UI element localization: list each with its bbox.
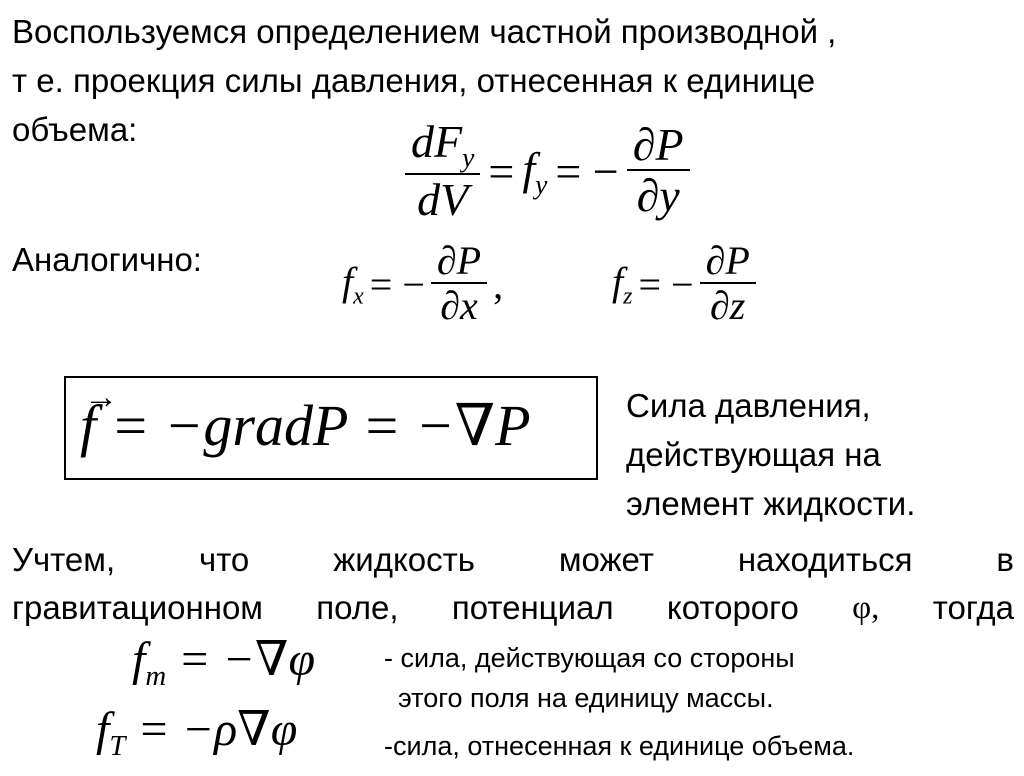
fz-subscript: z — [623, 283, 633, 310]
fT-expression: = −ρ∇φ — [137, 703, 298, 756]
dy-text: ∂y — [636, 170, 680, 222]
paragraph-line-1 — [12, 538, 1014, 582]
word: гравитационном — [12, 589, 263, 626]
word-phi: φ, — [852, 590, 880, 626]
word: в — [996, 541, 1014, 578]
equals-sign: = — [488, 146, 515, 198]
fm-description-2: этого поля на единицу массы. — [398, 683, 774, 713]
fT-subscript: T — [109, 730, 126, 763]
fx-subscript: x — [353, 283, 364, 310]
intro-line-1: Воспользуемся определением частной производной , — [12, 13, 837, 50]
analog-label: Аналогично: — [12, 241, 202, 278]
fx-f: f — [342, 258, 354, 304]
f-symbol: f — [522, 143, 536, 195]
fraction-dFy-dV — [405, 118, 480, 225]
fx-equals-minus: = − — [369, 261, 425, 307]
caption-line-3: элемент жидкости. — [626, 485, 916, 522]
formula-fm — [132, 630, 315, 706]
f-subscript: y — [535, 168, 548, 200]
word: поле, — [316, 589, 399, 626]
word: потенциал — [451, 589, 614, 626]
fx-dP: ∂P — [431, 240, 487, 284]
boxed-formula — [80, 379, 531, 466]
formula-fz — [612, 240, 756, 328]
fm-description-1: - сила, действующая со стороны — [384, 643, 795, 673]
fz-dz: ∂z — [710, 283, 746, 328]
caption-line-1: Сила давления, — [626, 387, 871, 424]
word: что — [199, 541, 250, 578]
fraction-dP-dy — [627, 121, 690, 222]
fT-description: -сила, отнесенная к единице объема. — [384, 731, 855, 761]
word: находиться — [737, 541, 913, 578]
fraction-dP-dx — [431, 240, 487, 328]
formula-fx — [342, 240, 503, 328]
word: Учтем, — [12, 541, 116, 578]
equals-minus: = − — [555, 146, 619, 198]
boxed-f: f — [80, 393, 97, 458]
vector-arrow-icon: → — [84, 379, 118, 416]
word: тогда — [932, 589, 1014, 626]
fx-comma: , — [493, 261, 504, 307]
fx-dx: ∂x — [440, 283, 478, 328]
intro-line-2: т е. проекция силы давления, отнесенная к единице — [12, 62, 816, 99]
fz-f: f — [612, 258, 624, 304]
word: жидкость — [333, 541, 475, 578]
dV-text: dV — [417, 173, 469, 225]
caption-line-2: действующая на — [626, 436, 881, 473]
dP-text: ∂P — [627, 121, 690, 171]
formula-fT — [96, 700, 297, 776]
boxed-expression: = −gradP = −∇P — [110, 393, 531, 458]
word: которого — [666, 589, 799, 626]
fm-subscript: m — [145, 660, 167, 693]
intro-line-3: объема: — [12, 111, 138, 148]
fm-f: f — [132, 633, 146, 686]
fT-f: f — [96, 703, 110, 756]
fm-expression: = −∇φ — [178, 633, 315, 686]
fz-dP: ∂P — [700, 240, 756, 284]
dF-subscript: y — [462, 141, 475, 173]
formula-main — [405, 118, 690, 225]
dF-text: dF — [411, 116, 463, 167]
fraction-dP-dz — [700, 240, 756, 328]
paragraph-line-2 — [12, 586, 1014, 630]
word: может — [558, 541, 654, 578]
fz-equals-minus: = − — [638, 261, 694, 307]
